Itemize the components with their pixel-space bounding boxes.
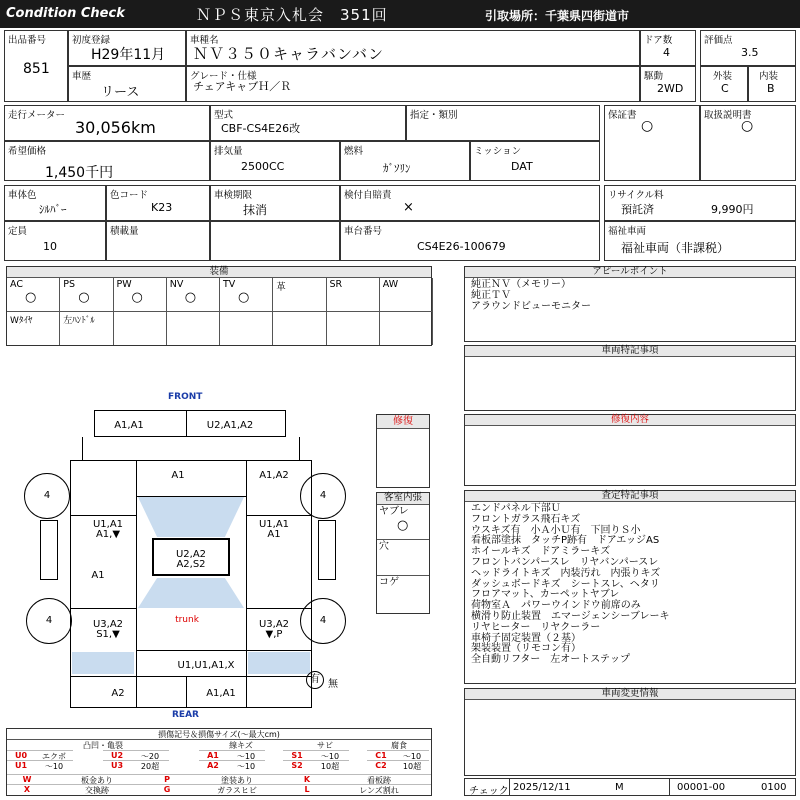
equipment-cell [327, 278, 380, 312]
equipment-title: 装備 [7, 267, 431, 278]
equipment-option: Wﾀｲﾔ [10, 316, 33, 326]
sticker-none-label: 無 [328, 679, 338, 690]
equipment-cell [114, 312, 167, 345]
interior-lining-title: 客室内張 [377, 493, 429, 505]
legend-mark-label: ガラスヒビ [187, 784, 287, 796]
equipment-option: 左ﾊﾝﾄﾞﾙ [63, 316, 95, 326]
vehicle-name: ＮＶ３５０キャラバンバン [193, 45, 384, 63]
inspection-note-line: ヘッドライトキズ 内装汚れ 内張りキズ [471, 567, 661, 579]
interior-lining-box [376, 492, 430, 614]
tire-depth: 4 [319, 615, 327, 626]
fuel-box [340, 141, 470, 181]
legend-size: 10超 [311, 760, 349, 772]
front-left-door-damage: U1,A1 A1,▼ [92, 519, 124, 540]
equipment-mark: ○ [238, 290, 250, 305]
model-label: 型式 [214, 110, 234, 121]
trunk-label: trunk [175, 615, 199, 625]
legend-mark-label: 看板跡 [327, 774, 431, 786]
name-label: 車種名 [190, 35, 219, 46]
mission-box [470, 141, 600, 181]
appeal-line: アラウンドビューモニター [471, 301, 591, 312]
legend-size: 〜10 [35, 760, 73, 772]
hole-label: 穴 [379, 541, 389, 552]
divider [377, 575, 429, 576]
inspect-label: 車検期限 [214, 190, 253, 201]
legend-code: U0 [7, 750, 35, 760]
inspection-note-line: ホイールキズ ドアミラーキズ [471, 546, 611, 558]
repair-title: 修復 [377, 415, 429, 429]
sticker-mark: 有 [306, 671, 324, 689]
left-side-damage: A1 [91, 570, 105, 581]
legend-mark-code: W [7, 774, 47, 784]
equipment-label: 革 [276, 282, 286, 293]
rear-left-damage: A2 [111, 688, 125, 699]
equipment-mark: ○ [25, 290, 37, 305]
legend-mark-code: P [147, 774, 187, 784]
inspection-expiry-box [210, 185, 340, 221]
manual-label: 取扱説明書 [704, 110, 752, 121]
burn-label: コゲ [379, 577, 399, 588]
inspection-note-line: フロントバンパースレ リヤバンパースレ [471, 557, 659, 568]
inspector-code: M [615, 782, 624, 793]
legend-mark-code: K [287, 774, 327, 784]
legend-size: 〜10 [227, 750, 265, 762]
rear-left-door-damage: U3,A2 S1,▼ [92, 619, 124, 640]
equipment-label: PS [63, 279, 76, 290]
legend-size: 〜10 [395, 750, 429, 762]
doors-label: ドア数 [644, 35, 673, 46]
price: 1,450千円 [45, 165, 114, 181]
body-color: ｼﾙﾊﾞｰ [39, 203, 67, 216]
legend-code: S1 [283, 750, 311, 760]
legend-code: A2 [199, 760, 227, 770]
legend-mark-code: G [147, 784, 187, 794]
warranty-mark: ○ [641, 118, 654, 134]
first-registration-box [68, 30, 186, 66]
grade-box [186, 66, 640, 102]
equipment-cell [7, 278, 60, 312]
grade-label: グレード・仕様 [190, 71, 257, 82]
int-label: 内装 [759, 71, 779, 82]
inspection-notes-title: 査定特記事項 [465, 491, 795, 502]
equipment-cell [114, 278, 167, 312]
inspection-note-line: エンドパネル下部Ｕ [471, 503, 561, 514]
equipment-cell [273, 278, 326, 312]
equipment-cell [60, 312, 113, 345]
tire-depth: 4 [319, 490, 327, 501]
capacity-box [4, 221, 106, 261]
inspection-note-line: フロントガラス飛石キズ [471, 513, 581, 525]
inspection-note-line: 車椅子固定装置（２基） [471, 632, 581, 644]
displacement: 2500CC [241, 160, 285, 173]
legend-code: C2 [367, 760, 395, 770]
front-left-bumper-damage: A1,A1 [114, 420, 144, 431]
appeal-line: 純正ＮＶ（メモリー） [471, 279, 571, 290]
right-fender-damage: A1,A2 [259, 470, 289, 481]
divider [669, 779, 670, 795]
equipment-cell [380, 278, 433, 312]
front-cab-outline [82, 437, 300, 460]
mileage-label: 走行メーター [8, 110, 66, 121]
liability-label: 検付自賠責 [344, 190, 392, 201]
welfare-status: 福祉車両（非課税） [621, 241, 730, 255]
header-bar [0, 0, 800, 28]
divider [70, 515, 136, 516]
designation-label: 指定・類別 [410, 110, 458, 121]
inspection-note-line: ウスキズ有 小Ａ小Ｕ有 下回りＳ小 [471, 524, 641, 536]
front-label: FRONT [168, 392, 203, 402]
equipment-label: SR [329, 279, 343, 290]
capacity: 10 [43, 240, 57, 253]
code-label: 色コード [110, 190, 149, 201]
drive-box [640, 66, 696, 102]
price-label: 希望価格 [8, 146, 47, 157]
welfare-box [604, 221, 796, 261]
liability-mark: × [403, 200, 414, 215]
equipment-mark: ○ [131, 290, 143, 305]
equipment-label: AW [382, 279, 399, 290]
inspection-note-line: 全自動リフター 左オートステップ [471, 654, 630, 666]
designation-box [406, 105, 600, 141]
equipment-cell [327, 312, 380, 345]
lot-number: 851 [23, 61, 50, 77]
inspection-notes-box [464, 490, 796, 684]
legend-mark-label: レンズ割れ [327, 784, 431, 796]
mileage: 30,056km [75, 118, 156, 137]
legend-box [6, 728, 432, 796]
legend-mark-label: 交換跡 [47, 784, 147, 796]
disp-label: 排気量 [214, 146, 243, 157]
inspection-note-line: 荷物室Ａ パワーウインドウ前席のみ [471, 600, 641, 612]
equipment-label: AC [10, 279, 23, 290]
legend-column-header: 凸凹・亀裂 [7, 739, 199, 751]
check-label: チェック [469, 786, 509, 797]
equipment-cell [60, 278, 113, 312]
exterior-grade: C [721, 82, 729, 95]
inspection-expiry: 抹消 [243, 203, 268, 217]
recycle-label: リサイクル料 [608, 190, 664, 201]
fuel: ｶﾞｿﾘﾝ [383, 162, 411, 175]
tire-depth: 4 [43, 490, 51, 501]
rear-left-glass [72, 652, 134, 674]
equipment-cell [220, 312, 273, 345]
divider [246, 515, 312, 516]
pickup-location: 引取場所：千葉県四街道市 [485, 9, 630, 23]
capacity-label: 定員 [8, 226, 28, 237]
divider [186, 410, 187, 437]
front-right-bumper-damage: U2,A1,A2 [206, 420, 254, 431]
equipment-label: NV [169, 279, 184, 290]
inspection-note-line: リヤヒーター リヤクーラー [471, 621, 601, 633]
legend-code: U1 [7, 760, 35, 770]
warranty-label: 保証書 [608, 110, 637, 121]
left-mirror [40, 520, 58, 580]
equipment-cell [380, 312, 433, 345]
color-code: K23 [151, 201, 173, 214]
equipment-cell [7, 312, 60, 345]
legend-code: S2 [283, 760, 311, 770]
repair-content-box [464, 414, 796, 486]
legend-code: U3 [103, 760, 131, 770]
chassis-number: CS4E26-100679 [417, 240, 506, 253]
legend-mark-label: 塗装あり [187, 774, 287, 786]
repair-box [376, 414, 430, 488]
inspection-note-line: フロアマット、カーペットヤブレ [471, 589, 620, 601]
rear-label: REAR [172, 710, 199, 720]
welfare-label: 福祉車両 [608, 226, 647, 237]
equipment-cell [273, 312, 326, 345]
score-box [700, 30, 796, 66]
tear-mark: ○ [397, 518, 409, 533]
legend-size: 10超 [395, 760, 429, 772]
tire-depth: 4 [45, 615, 53, 626]
equipment-cell [167, 278, 220, 312]
displacement-box [210, 141, 340, 181]
appeal-line: 純正ＴＶ [471, 290, 511, 301]
legend-size: エクボ [35, 750, 73, 762]
legend-code: C1 [367, 750, 395, 760]
lot-number-box [4, 30, 68, 102]
lot-label: 出品番号 [8, 35, 47, 46]
footer-box [464, 778, 796, 796]
tear-label: ヤブレ [379, 506, 409, 517]
damage-diagram [0, 380, 376, 725]
special-notes-box [464, 345, 796, 411]
divider [136, 496, 246, 497]
divider [377, 539, 429, 540]
vehicle-name-box [186, 30, 640, 66]
legend-size: 20超 [131, 760, 169, 772]
exterior-box [700, 66, 748, 102]
price-box [4, 141, 210, 181]
divider [509, 779, 510, 795]
legend-column-header: サビ [283, 739, 367, 751]
form-code: 0100 [761, 782, 787, 793]
load-label: 積載量 [110, 226, 139, 237]
form-id: 00001-00 [677, 782, 726, 793]
legend-size: 〜10 [311, 750, 349, 762]
drive-label: 駆動 [644, 71, 664, 82]
recycle-box [604, 185, 796, 221]
legend-column-header: 線キズ [199, 739, 283, 751]
legend-mark-label: 板金あり [47, 774, 147, 786]
inspection-note-line: ダッシュボードキズ シートスレ、ヘタリ [471, 578, 660, 590]
form-title: Condition Check [6, 6, 125, 21]
rear-right-damage: A1,A1 [206, 688, 236, 699]
equipment-mark: ○ [78, 290, 90, 305]
appeal-box [464, 266, 796, 342]
manual-box [700, 105, 796, 181]
rear-bumper-damage: U1,U1,A1,X [177, 660, 235, 671]
model-box [210, 105, 406, 141]
interior-grade: B [767, 82, 775, 95]
legend-mark-code: X [7, 784, 47, 794]
legend-size: 〜10 [227, 760, 265, 772]
color-code-box [106, 185, 210, 221]
equipment-mark: ○ [184, 290, 197, 305]
check-date: 2025/12/11 [513, 782, 571, 793]
legend-column-header: 腐食 [367, 739, 431, 751]
divider [70, 608, 136, 609]
front-right-door-damage: U1,A1 A1 [258, 519, 290, 540]
warranty-box [604, 105, 700, 181]
color-box [4, 185, 106, 221]
equipment-cell [220, 278, 273, 312]
legend-code: A1 [199, 750, 227, 760]
appeal-title: アピールポイント [465, 267, 795, 278]
model-code: CBF-CS4E26改 [221, 122, 301, 135]
divider [136, 650, 312, 651]
legend-size: 〜20 [131, 750, 169, 762]
load-box [106, 221, 210, 261]
drive: 2WD [657, 82, 684, 95]
mission-label: ミッション [474, 146, 522, 157]
hood-damage: A1 [171, 470, 185, 481]
doors: 4 [663, 46, 670, 59]
roof-damage: U2,A2 A2,S2 [175, 549, 207, 570]
inspection-note-line: 横滑り防止装置 エマージェンシーブレーキ [471, 611, 670, 622]
manual-mark: ○ [741, 118, 754, 134]
inspection-note-line: 看板部塗抹 タッチP跡有 ドアエッジAS [471, 535, 660, 547]
legend-code: U2 [103, 750, 131, 760]
first-registration: H29年11月 [91, 47, 166, 63]
history-label: 車歴 [72, 71, 92, 82]
doors-box [640, 30, 696, 66]
chassis-box [340, 221, 600, 261]
history-box [68, 66, 186, 102]
chassis-label: 車台番号 [344, 226, 383, 237]
equipment-label: TV [223, 279, 236, 290]
score: 3.5 [741, 46, 759, 59]
equipment-table [6, 266, 432, 346]
rear-right-door-damage: U3,A2 ▼,P [258, 619, 290, 640]
equipment-cell [167, 312, 220, 345]
auction-name: ＮＰＳ東京入札会 351回 [196, 6, 388, 24]
divider [70, 676, 312, 677]
inspection-note-line: 架装装置（リモコン有） [471, 643, 581, 655]
ext-label: 外装 [713, 71, 733, 82]
interior-box [748, 66, 796, 102]
recycle-status: 預託済 [621, 203, 654, 216]
equipment-label: PW [116, 279, 132, 290]
history: リース [101, 85, 140, 100]
special-notes-title: 車両特記事項 [465, 346, 795, 357]
legend-mark-code: L [287, 784, 327, 794]
legend-title: 損傷記号＆損傷サイズ(〜最大cm) [158, 730, 280, 739]
fuel-label: 燃料 [344, 146, 364, 157]
change-info-title: 車両変更情報 [465, 689, 795, 700]
reg-label: 初度登録 [72, 35, 111, 46]
mission: DAT [511, 160, 533, 173]
change-info-box [464, 688, 796, 776]
liability-box [340, 185, 600, 221]
recycle-fee: 9,990円 [711, 203, 754, 216]
repair-content-title: 修復内容 [465, 415, 795, 426]
grade: チェアキャブＨ／Ｒ [193, 80, 292, 93]
mileage-box [4, 105, 210, 141]
score-label: 評価点 [704, 35, 733, 46]
right-mirror [318, 520, 336, 580]
blank-box [210, 221, 340, 261]
color-label: 車体色 [8, 190, 37, 201]
